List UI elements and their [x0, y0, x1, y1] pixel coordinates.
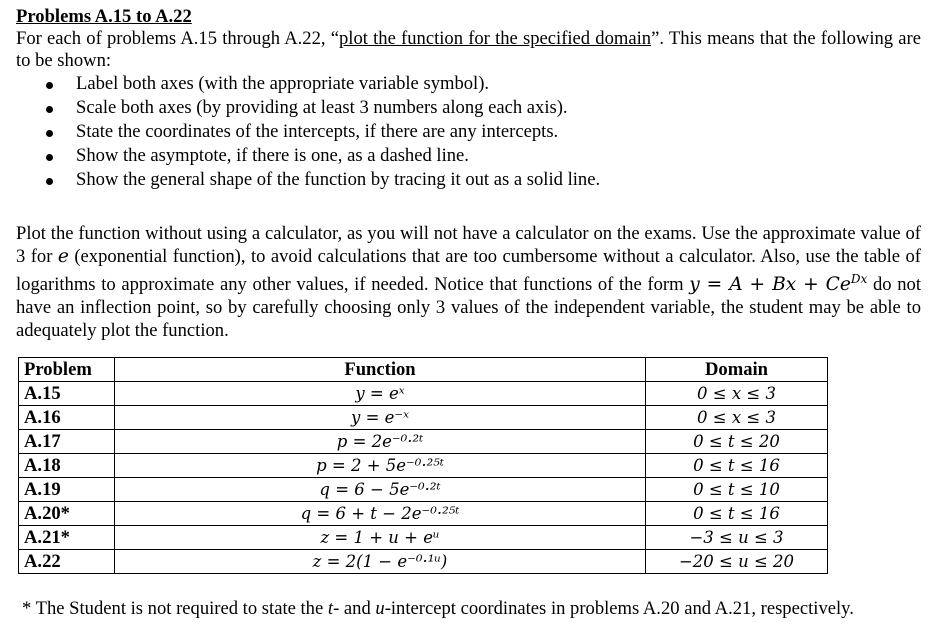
paragraph-text-2: (exponential function), to avoid calculations that are too cumbersome without a calculator. Also, use the table of logarithms to approximate any other values, if needed. Notice that functions of the form	[16, 246, 921, 296]
list-item: State the coordinates of the intercepts, if there are any intercepts.	[16, 120, 921, 144]
function-form: $y = A + Bx + Ce^{Dx}$	[689, 272, 868, 296]
intro-before: For each of problems A.15 through A.22, “	[16, 28, 339, 49]
domain-cell	[646, 406, 828, 430]
function-text: p = 2e⁻⁰·²ᵗ	[336, 431, 424, 451]
intro-quoted: plot the function for the specified domain	[339, 28, 652, 49]
function-text: y = e⁻ˣ	[351, 407, 409, 427]
document-body	[16, 0, 921, 342]
function-cell	[115, 502, 646, 526]
e-symbol: e	[57, 246, 69, 267]
table-row	[19, 430, 828, 454]
domain-text: −20 ≤ u ≤ 20	[678, 551, 795, 571]
problem-cell: A.21*	[19, 526, 115, 550]
list-item: Scale both axes (by providing at least 3 numbers along each axis).	[16, 96, 921, 120]
domain-text: 0 ≤ t ≤ 16	[693, 455, 780, 475]
function-text: p = 2 + 5e⁻⁰·²⁵ᵗ	[316, 455, 444, 475]
table-row	[19, 502, 828, 526]
footnote	[22, 598, 854, 620]
function-cell	[115, 478, 646, 502]
header-function: Function	[115, 358, 646, 382]
problem-cell: A.19	[19, 478, 115, 502]
function-text: q = 6 + t − 2e⁻⁰·²⁵ᵗ	[300, 503, 460, 523]
footnote-text-1: * The Student is not required to state the	[22, 598, 328, 619]
problems-table	[18, 357, 828, 574]
table-row	[19, 406, 828, 430]
function-cell	[115, 406, 646, 430]
domain-text: 0 ≤ t ≤ 20	[693, 431, 780, 451]
header-problem: Problem	[19, 358, 115, 382]
paragraph-text-3: do not have an inflection point, so by carefully choosing only 3 values of the independent variable, the student may be able to adequately plot the function.	[16, 274, 921, 342]
domain-cell	[646, 430, 828, 454]
table-header-row	[19, 358, 828, 382]
requirements-list	[16, 72, 921, 192]
function-cell	[115, 454, 646, 478]
function-text: z = 2(1 − e⁻⁰·¹ᵘ)	[312, 551, 448, 571]
intro-paragraph	[16, 28, 921, 72]
table-row	[19, 478, 828, 502]
footnote-u: u	[375, 598, 385, 619]
list-item: Label both axes (with the appropriate variable symbol).	[16, 72, 921, 96]
footnote-text-3: -intercept coordinates in problems A.20 and A.21, respectively.	[384, 598, 854, 619]
list-item: Show the general shape of the function by tracing it out as a solid line.	[16, 168, 921, 192]
table-row	[19, 550, 828, 574]
problem-cell: A.17	[19, 430, 115, 454]
footnote-text-2: - and	[333, 598, 376, 619]
function-cell	[115, 550, 646, 574]
domain-text: 0 ≤ t ≤ 16	[693, 503, 780, 523]
footnote-t: t	[327, 598, 334, 619]
function-text: q = 6 − 5e⁻⁰·²ᵗ	[319, 479, 441, 499]
domain-cell	[646, 526, 828, 550]
list-item: Show the asymptote, if there is one, as a dashed line.	[16, 144, 921, 168]
domain-cell	[646, 478, 828, 502]
domain-text: −3 ≤ u ≤ 3	[689, 527, 784, 547]
problem-cell: A.20*	[19, 502, 115, 526]
table-row	[19, 526, 828, 550]
function-text: y = eˣ	[355, 383, 405, 403]
function-cell	[115, 430, 646, 454]
problem-cell: A.18	[19, 454, 115, 478]
domain-cell	[646, 550, 828, 574]
function-cell	[115, 382, 646, 406]
instructions-paragraph	[16, 222, 921, 342]
problem-cell: A.16	[19, 406, 115, 430]
problem-cell: A.22	[19, 550, 115, 574]
domain-text: 0 ≤ t ≤ 10	[693, 479, 780, 499]
paragraph-text-1: Plot the function without using a calculator, as you will not have a calculator on the exams. Use the approximate value of 3 for	[16, 223, 921, 267]
table-row	[19, 454, 828, 478]
header-domain: Domain	[646, 358, 828, 382]
table-row	[19, 382, 828, 406]
intro-after: ”. This means that the following are to be shown:	[16, 28, 921, 71]
function-text: z = 1 + u + eᵘ	[320, 527, 440, 547]
domain-cell	[646, 382, 828, 406]
problem-cell: A.15	[19, 382, 115, 406]
function-cell	[115, 526, 646, 550]
heading: Problems A.15 to A.22	[16, 6, 192, 27]
domain-cell	[646, 502, 828, 526]
domain-text: 0 ≤ x ≤ 3	[697, 383, 776, 403]
domain-cell	[646, 454, 828, 478]
domain-text: 0 ≤ x ≤ 3	[697, 407, 776, 427]
